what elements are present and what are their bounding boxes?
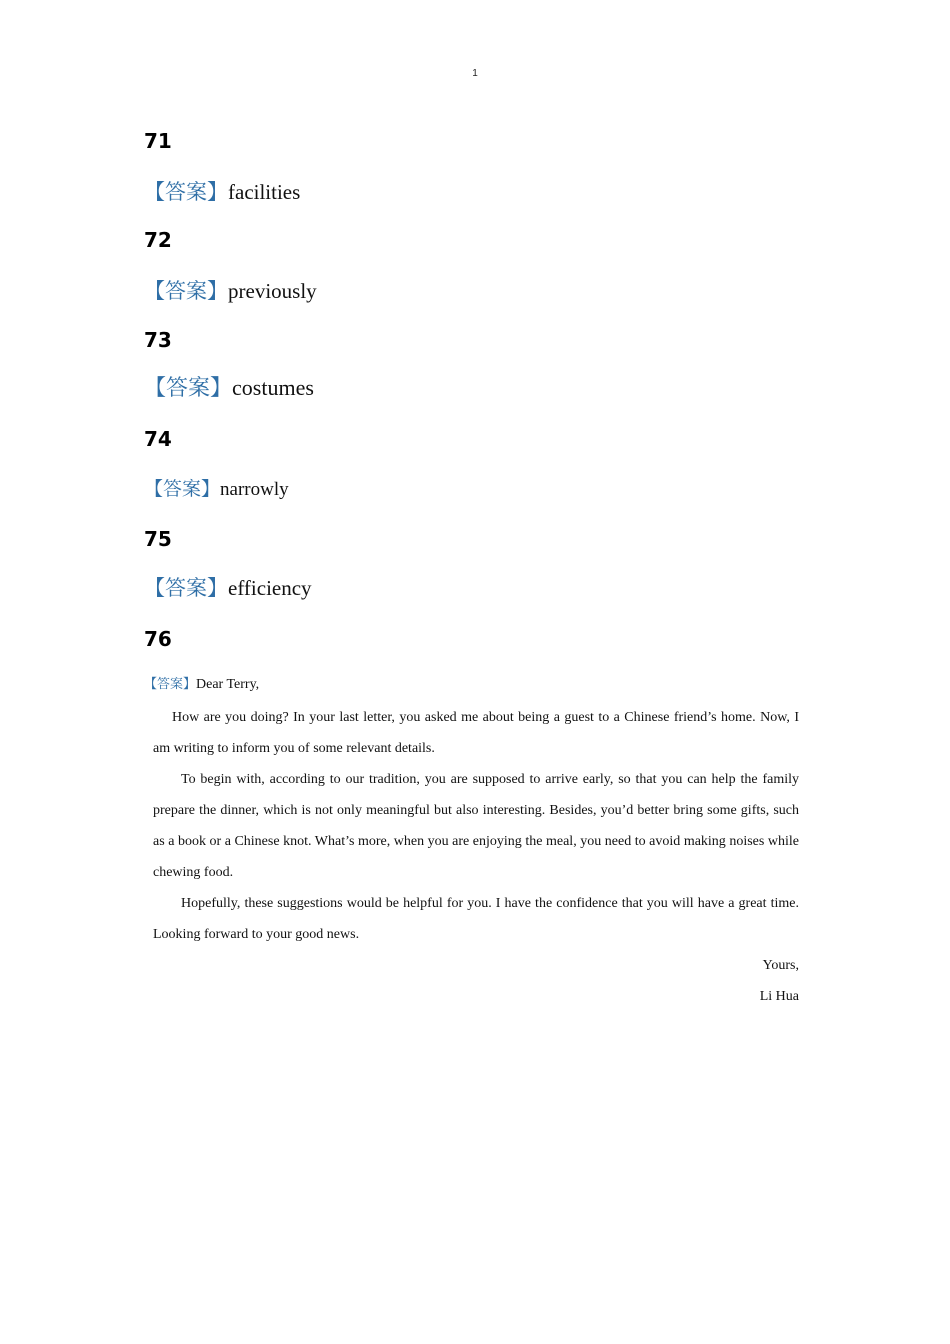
answer-text: efficiency [228,576,312,600]
answer-label: 【答案】 [144,576,228,600]
letter-signature: Li Hua [759,989,799,1004]
answer-75 [144,575,312,601]
letter-greeting-line [144,674,799,696]
letter-greeting: Dear Terry, [196,677,260,692]
answer-label: 【答案】 [144,677,197,692]
answer-text: costumes [232,375,314,400]
essay-letter [144,674,799,1012]
question-number-73: 73 [144,328,172,352]
question-number-72: 72 [144,228,172,252]
question-number-76: 76 [144,627,172,651]
answer-text: facilities [228,180,301,204]
answer-label: 【答案】 [144,376,233,401]
answer-label: 【答案】 [144,478,221,500]
answer-74 [144,476,289,503]
answer-text: narrowly [220,479,289,500]
question-number-71: 71 [144,129,172,153]
letter-paragraph: To begin with, according to our tradition, you are supposed to arrive early, so that you can help the family prepare the dinner, which is not only meaningful but also interesting. Besides, you’d better bring some gifts, such as a book or a Chinese knot. What’s more, when you are enjoying the meal, you need to avoid making noises while chewing food. [153,772,799,880]
answer-73 [144,375,314,402]
question-number-74: 74 [144,427,172,451]
page-number: 1 [472,68,478,79]
question-number-75: 75 [144,527,172,551]
letter-closing: Yours, [762,958,799,973]
answer-label: 【答案】 [144,279,228,303]
letter-paragraph: How are you doing? In your last letter, you asked me about being a guest to a Chinese friend’s home. Now, I am writing to inform you of some relevant details. [153,710,799,756]
letter-paragraph: Hopefully, these suggestions would be helpful for you. I have the confidence that you will have a great time. Looking forward to your good news. [153,896,799,942]
answer-text: previously [228,279,317,303]
answer-72 [144,278,317,304]
answer-label: 【答案】 [144,180,228,204]
answer-71 [144,179,300,205]
